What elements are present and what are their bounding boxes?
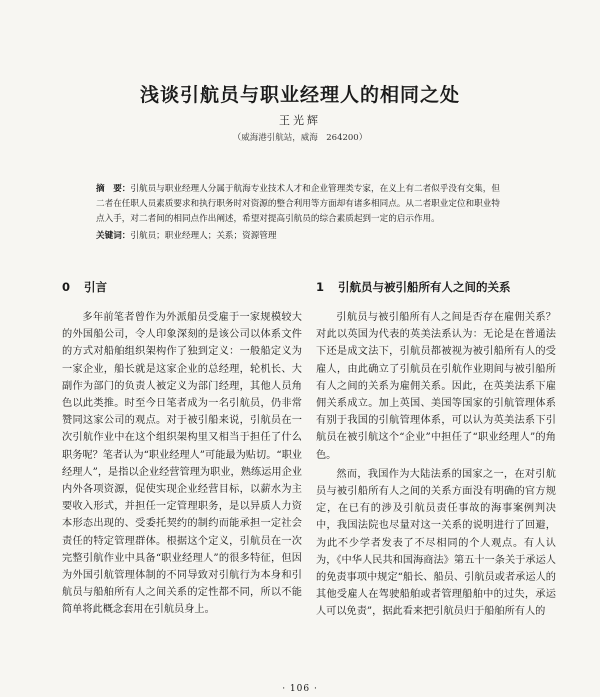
author-name: 王光辉 (279, 114, 321, 127)
paragraph: 引航员与被引船所有人之间是否存在雇佣关系？对此以英国为代表的英美法系认为：无论是在普通法下还是成文法下，引航员都被视为被引船所有人的受雇人，由此确立了引航员在引航作业期间与被引船所有人之间的关系为雇佣关系。因此，在英美法系下雇佣关系成立。加上英国、美国等国家的引航管理体系有别于我国的引航管理体系，可以认为英美法系下引航员在被引航这个“企业”中担任了“职业经理人”的角色。 (316, 312, 556, 461)
author-affiliation: （威海港引航站，威海 264200） (232, 133, 368, 143)
right-column (316, 278, 556, 621)
paragraph: 然而，我国作为大陆法系的国家之一，在对引航员与被引船所有人之间的关系方面没有明确的官方规定，在已有的涉及引航员责任事故的海事案例判决中，我国法院也尽量对这一关系的说明进行了回避，为此不少学者发表了不尽相同的个人观点。有人认为，《中华人民共和国海商法》第五十一条关于承运人的免责事项中规定“船长、船员、引航员或者承运人的其他受雇人在驾驶船舶或者管理船舶中的过失，承运人可以免责”，据此看来把引航员归于船舶所有人的 (316, 468, 556, 618)
page-number: · 106 · (282, 684, 318, 694)
keywords-label: 关键词： (96, 231, 131, 241)
section-title: 引言 (84, 280, 108, 294)
abstract (96, 182, 506, 227)
section-heading-introduction (62, 278, 302, 297)
abstract-text: 引航员与职业经理人分属于航海专业技术人才和企业管理类专家，在义上有二者似乎没有交集，但二者在任职人员素质要求和执行职务时对资源的整合利用等方面却有诸多相同点。从二者职业定位和职业特点入手，对二者间的相同点作出阐述，希望对提高引航员的综合素质起到一定的启示作用。 (96, 184, 500, 224)
section-number: 1 (316, 280, 325, 294)
abstract-block (96, 182, 506, 244)
abstract-label: 摘 要： (96, 184, 131, 194)
keywords (96, 229, 506, 244)
section-number: 0 (62, 280, 71, 294)
section-title: 引航员与被引船所有人之间的关系 (338, 280, 511, 294)
keywords-text: 引航员；职业经理人；关系；资源管理 (130, 231, 277, 241)
paper-title: 浅谈引航员与职业经理人的相同之处 (139, 84, 460, 106)
section-heading-relationship (316, 278, 556, 297)
paragraph: 多年前笔者曾作为外派船员受雇于一家规模较大的外国船公司，令人印象深刻的是该公司以体系文件的方式对船舶组织架构作了独到定义：一般船定义为一家企业，船长就是这家企业的总经理，轮机长、大副作为部门的负责人被定义为部门经理，其他人员角色以此类推。时至今日笔者成为一名引航员，仍非常赞同这家公司的观点。对于被引船来说，引航员在一次引航作业中在这个组织架构里又相当于担任了什么职务呢？笔者认为“职业经理人”可能最为贴切。“职业经理人”，是指以企业经营管理为职业，熟练运用企业内外各项资源，促使实现企业经营目标，以薪水为主要收入形式，并担任一定管理职务，是以异质人力资本形态出现的、受委托契约的制约而能承担一定社会责任的特定管理群体。根据这个定义，引航员在一次完整引航作业中具备“职业经理人”的很多特征，但因为外国引航管理体制的不同导致对引航行为本身和引航员与船舶所有人之间关系的定性都不同，所以不能简单将此概念套用在引航员身上。 (62, 312, 302, 616)
left-column (62, 278, 302, 619)
